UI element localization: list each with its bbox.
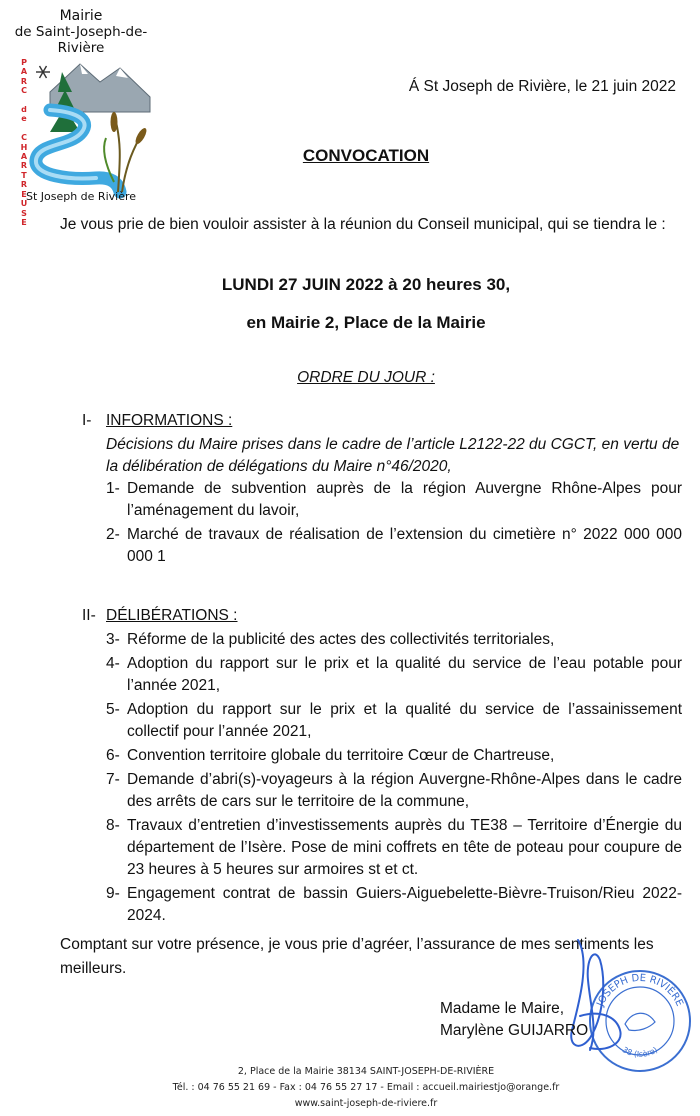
item-number: 1- — [106, 480, 120, 497]
agenda-item — [82, 629, 682, 651]
section-label: INFORMATIONS : — [106, 412, 233, 429]
signature-block — [440, 998, 588, 1042]
logo-title — [8, 8, 154, 56]
item-number: 6- — [106, 747, 120, 764]
item-number: 2- — [106, 526, 120, 543]
agenda-item — [82, 815, 682, 881]
agenda-item — [82, 524, 682, 568]
logo-caption: St Joseph de Rivière — [25, 190, 137, 203]
item-text: Adoption du rapport sur le prix et la qualité du service de l’assainissement collectif pour l’année 2021, — [127, 701, 682, 740]
municipal-logo — [8, 8, 154, 227]
footer-contact: Tél. : 04 76 55 21 69 - Fax : 04 76 55 27 17 - Email : accueil.mairiestjo@orange.fr — [172, 1082, 560, 1093]
footer — [0, 1064, 700, 1112]
section-note: Décisions du Maire prises dans le cadre de l’article L2122-22 du CGCT, en vertu de la délibération de délégations du Maire n°46/2020, — [106, 436, 680, 475]
agenda-item — [82, 478, 682, 522]
logo-title-line2: de Saint-Joseph-de-Rivière — [14, 24, 148, 56]
footer-address: 2, Place de la Mairie 38134 SAINT-JOSEPH-DE-RIVIÈRE — [237, 1066, 495, 1077]
agenda-title: ORDRE DU JOUR : — [297, 369, 435, 386]
item-text: Demande de subvention auprès de la région Auvergne Rhône-Alpes pour l’aménagement du lavoir, — [127, 480, 682, 519]
item-number: 9- — [106, 885, 120, 902]
agenda-item — [82, 653, 682, 697]
stamp-text: JOSEPH DE RIVIÈRE — [595, 972, 685, 1009]
agenda-item — [82, 699, 682, 743]
signatory-role: Madame le Maire, — [440, 1000, 565, 1017]
date-line: Á St Joseph de Rivière, le 21 juin 2022 — [408, 78, 676, 95]
river-mountain-logo-icon — [10, 52, 152, 202]
item-number: 3- — [106, 631, 120, 648]
item-number: 5- — [106, 701, 120, 718]
meeting-place: en Mairie 2, Place de la Mairie — [246, 313, 486, 332]
section-heading — [82, 412, 682, 434]
item-text: Marché de travaux de réalisation de l’extension du cimetière n° 2022 000 000 000 1 — [127, 526, 682, 565]
section-number: I- — [82, 412, 92, 429]
meeting-date: LUNDI 27 JUIN 2022 à 20 heures 30, — [221, 275, 511, 294]
signatory-name: Marylène GUIJARRO — [440, 1022, 589, 1039]
item-number: 7- — [106, 771, 120, 788]
agenda-item — [82, 769, 682, 813]
section-number: II- — [82, 607, 96, 624]
item-text: Adoption du rapport sur le prix et la qualité du service de l’eau potable pour l’année 2021, — [127, 655, 682, 694]
item-number: 4- — [106, 655, 120, 672]
document-title: CONVOCATION — [302, 146, 430, 165]
item-number: 8- — [106, 817, 120, 834]
agenda-item — [82, 745, 682, 767]
stamp-bottom-text: 38 (Isère) — [620, 1045, 660, 1059]
logo-vertical-text: P A R C d e C H A R T R E U S E — [20, 58, 28, 227]
section-label: DÉLIBÉRATIONS : — [106, 607, 238, 624]
section-informations — [82, 412, 682, 570]
section-heading — [82, 607, 682, 629]
item-text: Travaux d’entretien d’investissements auprès du TE38 – Territoire d’Énergie du département de l’Isère. Pose de mini coffrets en tête de poteau pour coupure de 23 heures à 5 heures sur armoires st et ct. — [127, 817, 682, 878]
item-text: Convention territoire globale du territoire Cœur de Chartreuse, — [127, 747, 555, 764]
footer-website: www.saint-joseph-de-riviere.fr — [294, 1098, 438, 1109]
handwritten-signature-icon — [520, 920, 670, 1070]
closing-paragraph: Comptant sur votre présence, je vous prie d’agréer, l’assurance de mes sentiments les meilleurs. — [60, 936, 654, 977]
item-text: Demande d’abri(s)-voyageurs à la région Auvergne-Rhône-Alpes dans le cadre des arrêts de cars sur le territoire de la commune, — [127, 771, 682, 810]
item-text: Engagement contrat de bassin Guiers-Aiguebelette-Bièvre-Truison/Rieu 2022-2024. — [127, 885, 682, 924]
section-deliberations — [82, 607, 682, 929]
item-text: Réforme de la publicité des actes des collectivités territoriales, — [127, 631, 555, 648]
intro-paragraph: Je vous prie de bien vouloir assister à la réunion du Conseil municipal, qui se tiendra le : — [60, 216, 666, 233]
logo-title-line1: Mairie — [59, 8, 103, 24]
